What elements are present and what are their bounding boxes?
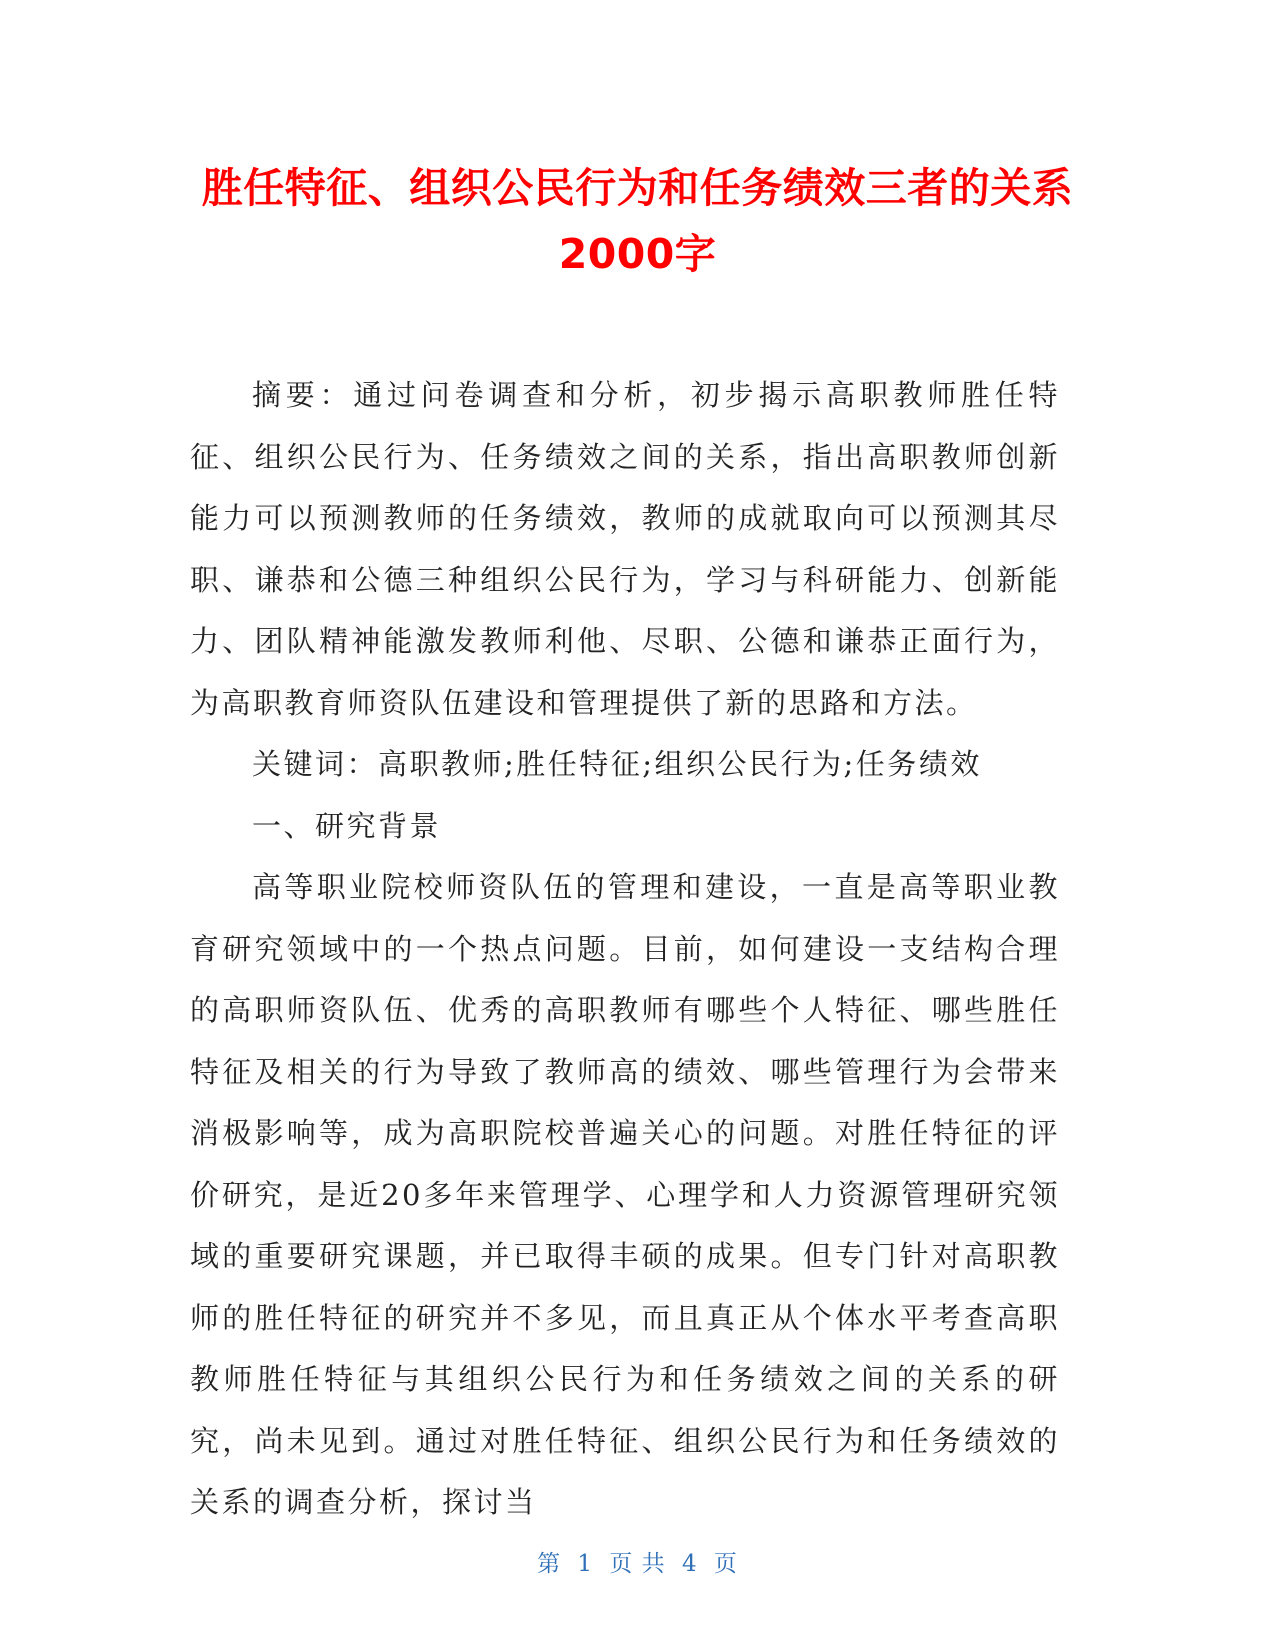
footer-total-pages: 4 xyxy=(681,1551,698,1577)
document-body xyxy=(190,365,1060,1534)
page-footer xyxy=(0,1545,1275,1578)
section-heading: 一、研究背景 xyxy=(252,808,442,843)
document-title: 胜任特征、组织公民行为和任务绩效三者的关系2000字 xyxy=(201,164,1074,278)
keywords-paragraph: 关键词：高职教师;胜任特征;组织公民行为;任务绩效 xyxy=(252,747,982,781)
footer-current-page: 1 xyxy=(577,1551,594,1577)
abstract-paragraph: 摘要：通过问卷调查和分析，初步揭示高职教师胜任特征、组织公民行为、任务绩效之间的关系，指出高职教师创新能力可以预测教师的任务绩效，教师的成就取向可以预测其尽职、谦恭和公德三种组织公民行为，学习与科研能力、创新能力、团队精神能激发教师利他、尽职、公德和谦恭正面行为，为高职教育师资队伍建设和管理提供了新的思路和方法。 xyxy=(190,378,1060,720)
footer-suffix: 页 xyxy=(713,1551,738,1577)
footer-prefix: 第 xyxy=(537,1551,562,1577)
footer-middle: 页 共 xyxy=(609,1551,666,1577)
body-paragraph: 高等职业院校师资队伍的管理和建设，一直是高等职业教育研究领域中的一个热点问题。目前，如何建设一支结构合理的高职师资队伍、优秀的高职教师有哪些个人特征、哪些胜任特征及相关的行为导致了教师高的绩效、哪些管理行为会带来消极影响等，成为高职院校普遍关心的问题。对胜任特征的评价研究，是近20多年来管理学、心理学和人力资源管理研究领域的重要研究课题，并已取得丰硕的成果。但专门针对高职教师的胜任特征的研究并不多见，而且真正从个体水平考查高职教师胜任特征与其组织公民行为和任务绩效之间的关系的研究，尚未见到。通过对胜任特征、组织公民行为和任务绩效的关系的调查分析，探讨当 xyxy=(190,870,1060,1519)
